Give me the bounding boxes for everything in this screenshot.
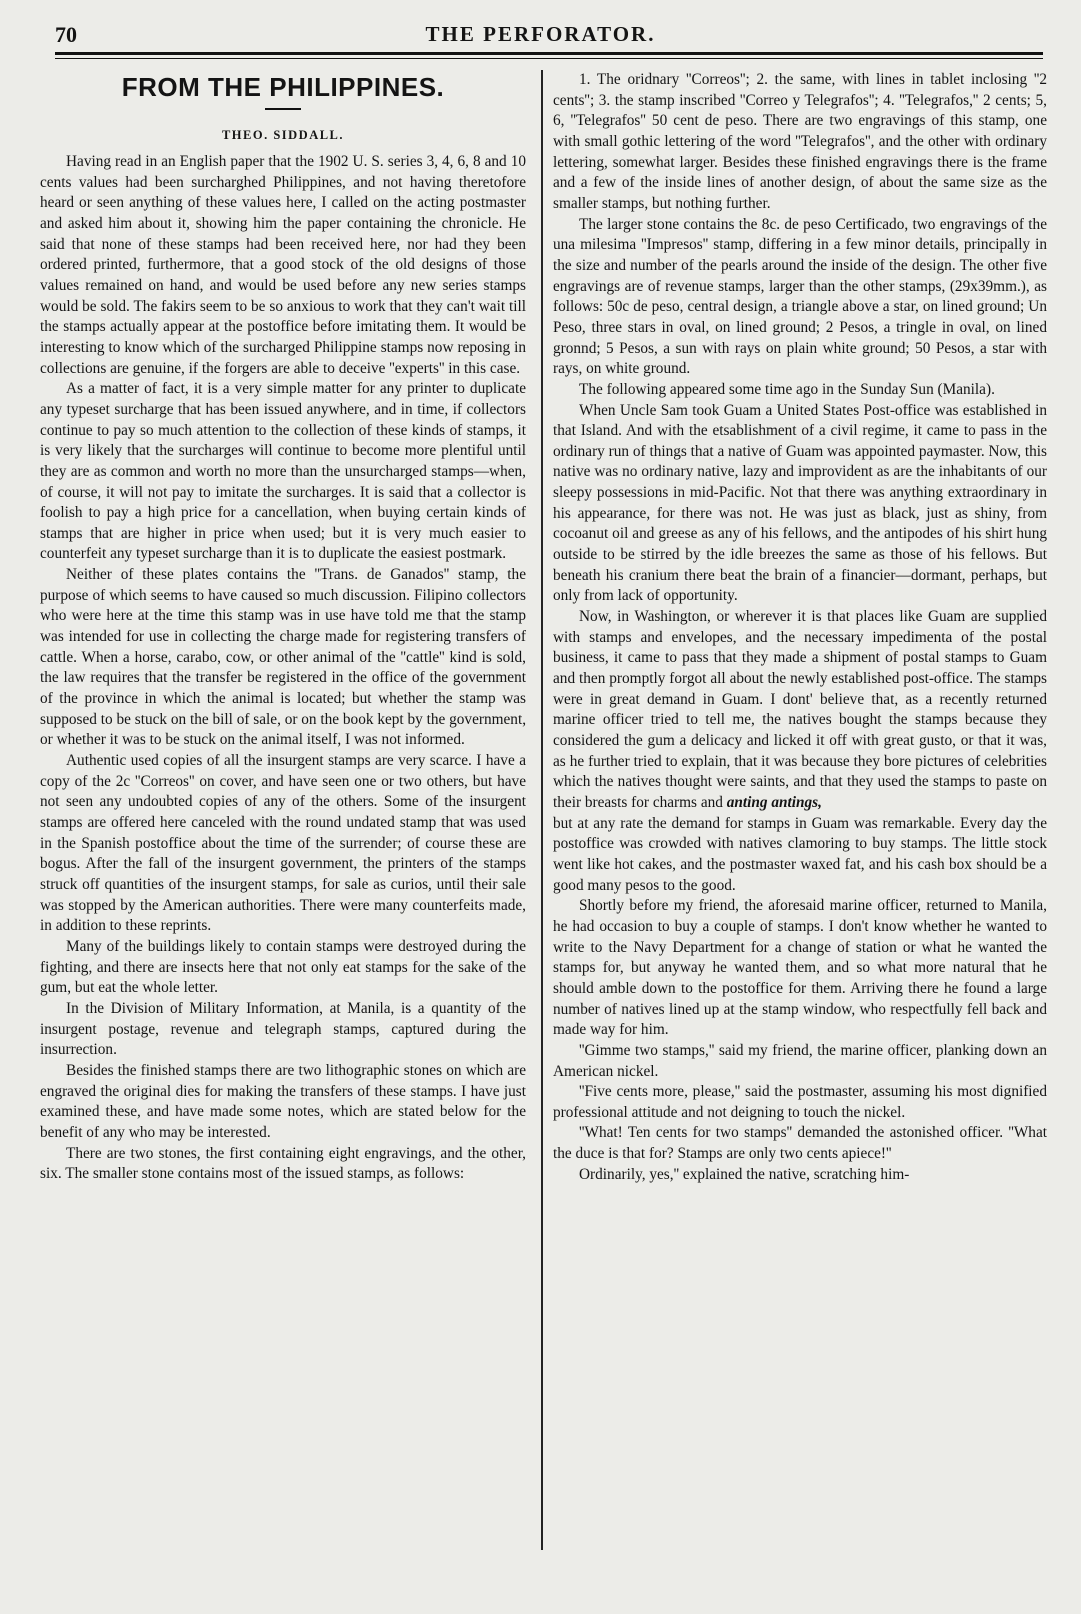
paragraph: The following appeared some time ago in the Sunday Sun (Manila). bbox=[579, 380, 995, 398]
paragraph: ''Five cents more, please,'' said the postmaster, assuming his most dignified professional attitude and not deigning to touch the nickel. bbox=[553, 1083, 1047, 1121]
paragraph: In the Division of Military Information, at Manila, is a quantity of the insurgent postage, revenue and telegraph stamps, captured during the insurrection. bbox=[40, 999, 526, 1059]
paragraph: Ordinarily, yes,'' explained the native, scratching him- bbox=[579, 1165, 910, 1183]
paragraph: 1. The oridnary ''Correos''; 2. the same, with lines in tablet inclosing ''2 cents''; 3. the stamp inscribed ''Correo y Telegrafos''; 4. ''Telegrafos,'' 2 cents; 5, 6, ''Telegrafos'' 50 cent de peso. There are two engravings of this stamp, one with small gothic lettering of the word ''Telegrafos'', and the other with ordinary lettering, somewhat larger. Besides these finished engravings there is the frame and a few of the inside lines of another design, of about the same size as the smaller stamps, but nothing further. bbox=[553, 71, 1047, 212]
column-divider bbox=[541, 70, 543, 1550]
paragraph: When Uncle Sam took Guam a United States Post-office was established in that Island. And with the etsablishment of a civil regime, it came to pass in the ordinary run of things that a native of Guam was appointed paymaster. Now, this native was no ordinary native, lazy and improvident as are the inhabitants of our sleepy possessions in mid-Pacific. Not that there was anything extraordinary in his appearance, for there was not. He was just as black, just as shiny, from cocoanut oil and greese as any of his fellows, and the antipodes of his shirt hung outside to be stirred by the idle breezes the same as those of his fellows. But beneath his cranium there beat the brain of a financier—dormant, perhaps, but only from lack of opportunity. bbox=[553, 401, 1047, 605]
paragraph: ''What! Ten cents for two stamps'' demanded the astonished officer. ''What the duce is that for? Stamps are only two cents apiece!'' bbox=[553, 1124, 1047, 1163]
paragraph: There are two stones, the first containing eight engravings, and the other, six. The smaller stone contains most of the issued stamps, as follows: bbox=[40, 1144, 526, 1183]
publication-title: THE PERFORATOR. bbox=[425, 22, 656, 46]
italic-phrase: anting antings, bbox=[726, 793, 822, 811]
paragraph: Besides the finished stamps there are two lithographic stones on which are engraved the original dies for making the transfers of these stamps. I have just examined these, and have made some notes, which are stated below for the benefit of any who may be interested. bbox=[40, 1061, 526, 1141]
header-rule-thin bbox=[55, 58, 1043, 59]
paragraph: Neither of these plates contains the ''Trans. de Ganados'' stamp, the purpose of which seems to have caused so much discussion. Filipino collectors who were here at the time this stamp was in use have told me that the stamp was intended for use in collecting the charge made for registering transfers of cattle. When a horse, carabo, cow, or other animal of the ''cattle'' kind is sold, the law requires that the transfer be registered in the office of the government of the province in which the animal is located; but whether the stamp was supposed to be stuck on the bill of sale, or on the book kept by the government, or whether it was to be stuck on the animal itself, I was not informed. bbox=[40, 566, 527, 749]
right-column bbox=[553, 70, 1047, 1185]
paragraph bbox=[553, 607, 1047, 814]
author-byline: THEO. SIDDALL. bbox=[221, 128, 345, 142]
page-number: 70 bbox=[55, 22, 77, 47]
article-title: FROM THE PHILIPPINES. bbox=[121, 72, 445, 102]
paragraph: ''Gimme two stamps,'' said my friend, the marine officer, planking down an American nickel. bbox=[553, 1041, 1047, 1080]
paragraph: Having read in an English paper that the 1902 U. S. series 3, 4, 6, 8 and 10 cents values had been surcharghed Philippines, and not having theretofore heard or seen anything of these values here, I called on the acting postmaster and asked him about it, showing him the paper containing the chronicle. He said that none of these stamps had been received here, nor had they been ordered printed, furthermore, that a good stock of the old designs of those values remained on hand, and would be used before any new series stamps would be sold. The fakirs seem to be so anxious to work that they can't wait till the stamps actually appear at the postoffice before imitating them. It would be interesting to know which of the surcharged Philippine stamps now reposing in collections are genuine, if the forgers are able to deceive ''experts'' in this case. bbox=[40, 153, 526, 377]
paragraph: Authentic used copies of all the insurgent stamps are very scarce. I have a copy of the 2c ''Correos'' on cover, and have seen one or two others, but have not seen any undoubted copies of any of the others. Some of the insurgent stamps are offered here canceled with the round undated stamp that was used in the Spanish postoffice about the time of the surrender; of course these are bogus. After the fall of the insurgent government, the printers of the stamps struck off quantities of the insurgent stamps, for sale as curios, until their sale was stopped by the American authorities. There were many counterfeits made, in addition to these reprints. bbox=[40, 752, 526, 935]
paragraph: but at any rate the demand for stamps in Guam was remarkable. Every day the postoffice was crowded with natives clamoring to buy stamps. The little stock went like hot cakes, and the postmaster waxed fat, and his cash box should be a good many pesos to the good. bbox=[553, 814, 1047, 894]
paragraph: Shortly before my friend, the aforesaid marine officer, returned to Manila, he had occasion to buy a couple of stamps. I don't know whether he wanted to write to the Navy Department for a change of station or what he wanted the stamps for, but anyway he wanted them, and so what more natural that he should amble down to the postoffice for them. Arriving there he found a large number of natives lined up at the stamp window, who respectfully fell back and made way for him. bbox=[553, 897, 1047, 1039]
paragraph: As a matter of fact, it is a very simple matter for any printer to duplicate any typeset surcharge that has been issued anywhere, and in time, if collectors continue to pay so much attention to the collection of these kinds of stamps, it is very likely that the surcharges will continue to become more plentiful until they are as common and worth no more than the unsurcharged stamps—when, of course, it will not pay to imitate the surcharges. It is said that a collector is foolish to pay a high price for a cancellation, when buying certain kinds of stamps that are higher in price when used; but it is very much easier to counterfeit any typeset surcharge than it is to duplicate the easiest postmark. bbox=[40, 380, 526, 563]
paragraph: Many of the buildings likely to contain stamps were destroyed during the fighting, and there are insects here that not only eat stamps for the sake of the gum, but eat the whole letter. bbox=[40, 937, 526, 997]
paragraph-text: Now, in Washington, or wherever it is that places like Guam are supplied with stamps and envelopes, and the necessary impedimenta of the postal business, it came to pass that they made a shipment of postal stamps to Guam and then promptly forgot all about the newly established post-office. The stamps were in great demand in Guam. I dont' believe that, as a recently returned marine officer tried to tell me, the natives bought the stamps because they considered the gum a delicacy and licked it off with great gusto, or that it was, as he further tried to explain, that it was because they bore pictures of celebrities which the natives thought were saints, and that they used the stamps to paste on their breasts for charms and bbox=[553, 608, 1047, 811]
paragraph: The larger stone contains the 8c. de peso Certificado, two engravings of the una milesima ''Impresos'' stamp, differing in a few minor details, principally in the size and number of the pearls around the inside of the design. The other five engravings are of revenue stamps, larger than the other stamps, (29x39mm.), as follows: 50c de peso, central design, a triangle above a star, on lined ground; Un Peso, three stars in oval, on lined ground; 2 Pesos, a tringle in oval, on lined gronnd; 5 Pesos, a sun with rays on plain white ground; 50 Pesos, a star with rays, on white ground. bbox=[553, 215, 1047, 378]
title-rule bbox=[265, 108, 301, 110]
left-column bbox=[40, 70, 526, 1185]
header-rule bbox=[55, 52, 1043, 55]
